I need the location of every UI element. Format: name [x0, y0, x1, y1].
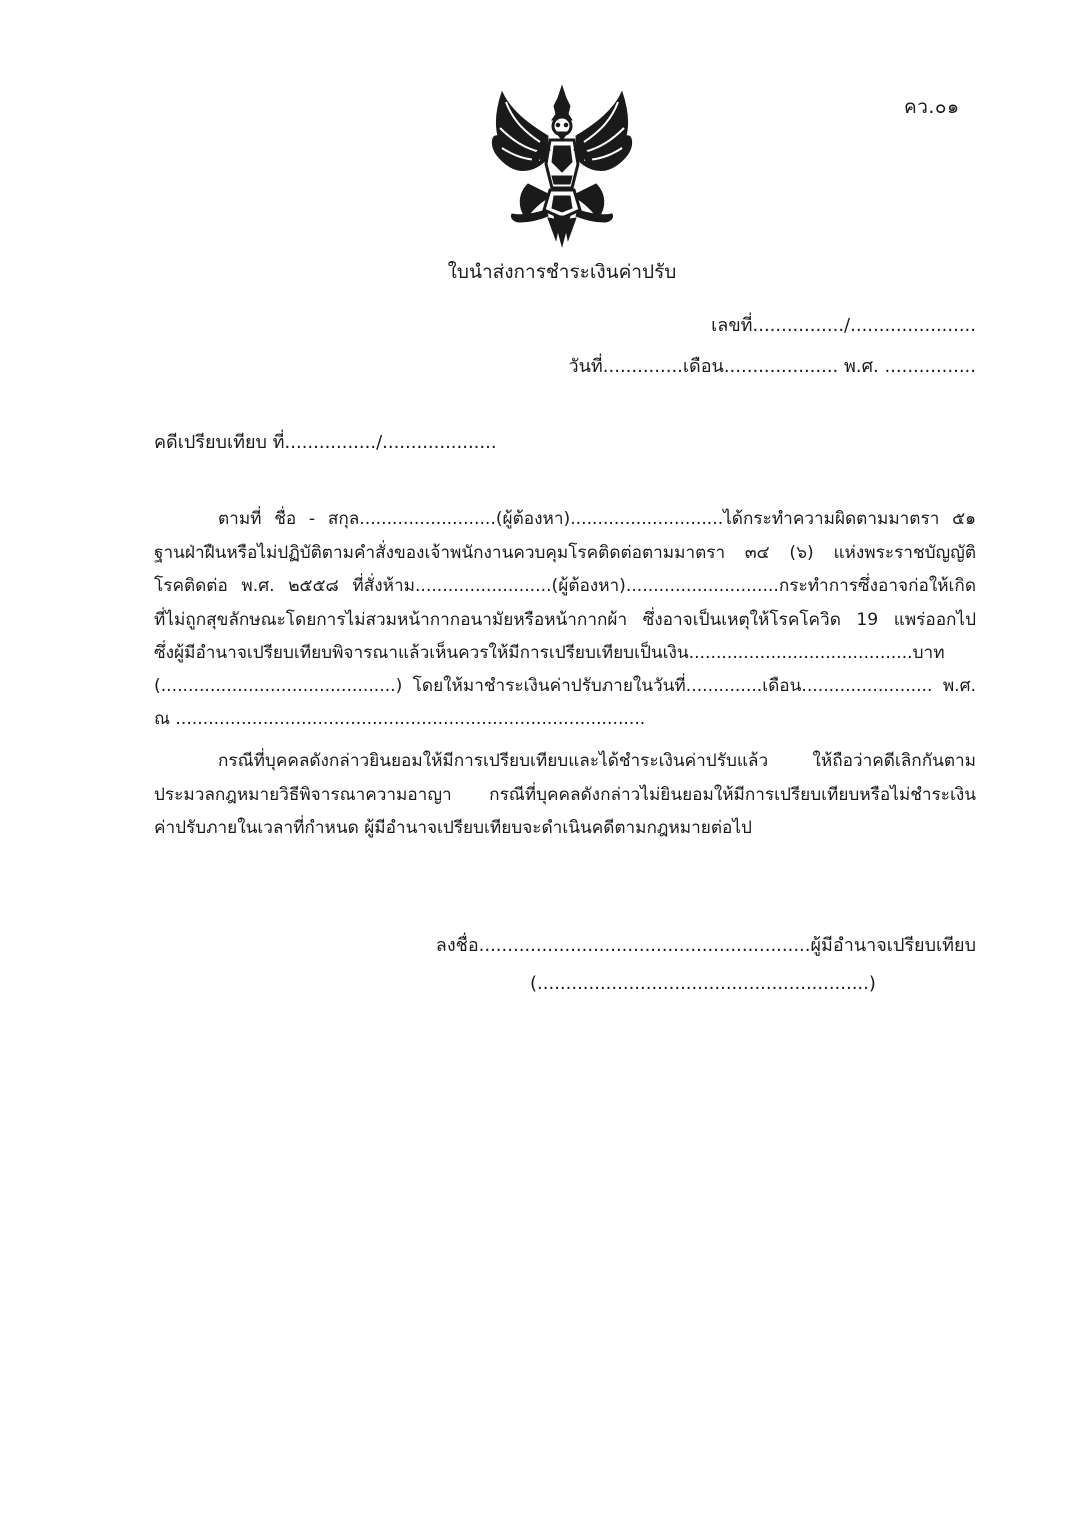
garuda-emblem-icon	[488, 84, 636, 248]
paragraph1-line: ณ ......................................................................................	[154, 709, 646, 729]
paragraph2-line: กรณีที่บุคคลดังกล่าวยินยอมให้มีการเปรียบเทียบและได้ชำระเงินค่าปรับแล้ว ให้ถือว่าคดีเลิกกันตาม	[218, 751, 976, 771]
paragraph1-line: (...........................................) โดยให้มาชำระเงินค่าปรับภายในวันที่..............เดือน........................ พ.ศ.	[154, 676, 976, 696]
reference-number: เลขที่................/......................	[711, 315, 976, 336]
case-number: คดีเปรียบเทียบ ที่................/....................	[154, 432, 497, 453]
date-line: วันที่..............เดือน.................... พ.ศ. ................	[568, 356, 976, 377]
document-title: ใบนำส่งการชำระเงินค่าปรับ	[447, 261, 677, 283]
paragraph1-line: ที่ไม่ถูกสุขลักษณะโดยการไม่สวมหน้ากากอนามัยหรือหน้ากากผ้า ซึ่งอาจเป็นเหตุให้โรคโควิด 19 แพร่ออกไป	[154, 610, 976, 630]
paragraph1-line: ตามที่ ชื่อ - สกุล.........................(ผู้ต้องหา)............................ได้กระทำความผิดตามมาตรา ๕๑	[218, 509, 976, 529]
signature-name: (..........................................................)	[530, 973, 876, 994]
paragraph2-line: ประมวลกฎหมายวิธีพิจารณาความอาญา กรณีที่บุคคลดังกล่าวไม่ยินยอมให้มีการเปรียบเทียบหรือไม่ชำระเงิน	[154, 785, 976, 805]
paragraph1-line: โรคติดต่อ พ.ศ. ๒๕๕๘ ที่สั่งห้าม.........................(ผู้ต้องหา)............................กระทำการซึ่งอาจก่อให้เกิด	[154, 576, 976, 596]
signature-line: ลงชื่อ..........................................................ผู้มีอำนาจเปรียบเทียบ	[435, 935, 976, 956]
paragraph1-line: ซึ่งผู้มีอำนาจเปรียบเทียบพิจารณาแล้วเห็นควรให้มีการเปรียบเทียบเป็นเงิน.........................................บาท	[154, 643, 945, 663]
paragraph1-line: ฐานฝ่าฝืนหรือไม่ปฏิบัติตามคำสั่งของเจ้าพนักงานควบคุมโรคติดต่อตามมาตรา ๓๔ (๖) แห่งพระราชบัญญัติ	[154, 543, 976, 563]
paragraph2-line: ค่าปรับภายในเวลาที่กำหนด ผู้มีอำนาจเปรียบเทียบจะดำเนินคดีตามกฎหมายต่อไป	[154, 818, 752, 838]
form-code: คว.๐๑	[904, 96, 960, 118]
